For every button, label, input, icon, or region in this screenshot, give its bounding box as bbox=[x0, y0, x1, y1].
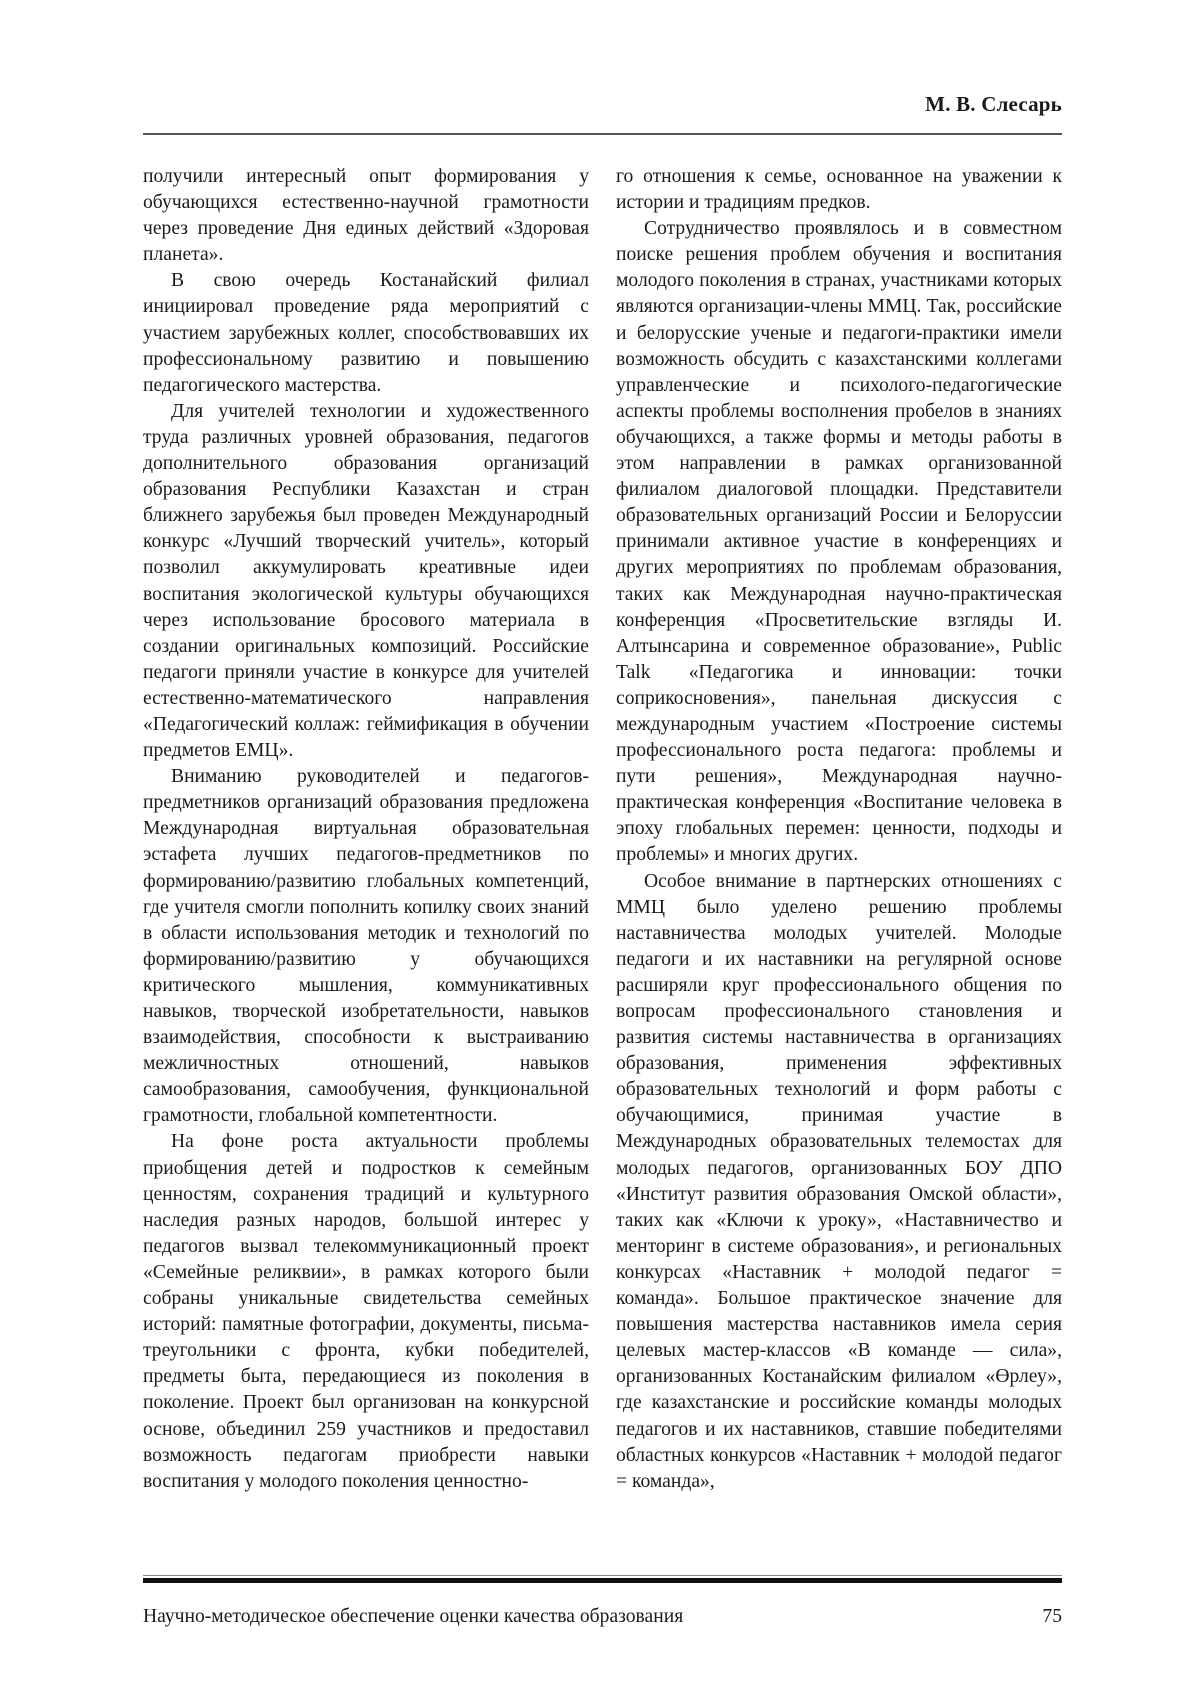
journal-title: Научно-методическое обеспечение оценки качества образования bbox=[143, 1606, 684, 1627]
paragraph: Особое внимание в партнерских отношениях с ММЦ было уделено решению проблемы наставничества молодых учителей. Молодые педагоги и их наставники на регулярной основе расширяли круг профессионального общения по вопросам профессионального становления и развития системы наставничества в организациях образования, применения эффективных образовательных технологий и форм работы с обучающимися, принимая участие в Международных образовательных телемостах для молодых педагогов, организованных БОУ ДПО «Институт развития образования Омской области», таких как «Ключи к уроку», «Наставничество и менторинг в системе образования», и региональных конкурсах «Наставник + молодой педагог = команда». Большое практическое значение для повышения мастерства наставников имела серия целевых мастер-классов «В команде — сила», организованных Костанайским филиалом «Өрлеу», где казахстанские и российские команды молодых педагогов и их наставников, ставшие победителями областных конкурсов «Наставник + молодой педагог = команда», bbox=[616, 870, 1062, 1492]
body-columns bbox=[143, 164, 1062, 1495]
left-column bbox=[143, 164, 589, 1495]
paragraph: Вниманию руководителей и педагогов-предметников организаций образования предложена Международная виртуальная образовательная эстафета лучших педагогов-предметников по формированию/развитию глобальных компетенций, где учителя смогли пополнить копилку своих знаний в области использования методик и технологий по формированию/развитию у обучающихся критического мышления, коммуникативных навыков, творческой изобретательности, навыков взаимодействия, способности к выстраиванию межличностных отношений, навыков самообразования, самообучения, функциональной грамотности, глобальной компетентности. bbox=[143, 766, 589, 1127]
header-rule bbox=[143, 133, 1062, 135]
right-column bbox=[616, 164, 1062, 1495]
footer-rule bbox=[143, 1578, 1062, 1583]
paragraph: получили интересный опыт формирования у обучающихся естественно-научной грамотности через проведение Дня единых действий «Здоровая планета». bbox=[143, 166, 589, 266]
page-footer bbox=[143, 1606, 1062, 1628]
paragraph: Сотрудничество проявлялось и в совместном поиске решения проблем обучения и воспитания молодого поколения в странах, участниками которых являются организации-члены ММЦ. Так, российские и белорусские ученые и педагоги-практики имели возможность обсудить с казахстанскими коллегами управленческие и психолого-педагогические аспекты проблемы восполнения пробелов в знаниях обучающихся, а также формы и методы работы в этом направлении в рамках организованной филиалом диалоговой площадки. Представители образовательных организаций России и Белоруссии принимали активное участие в конференциях и других мероприятиях по проблемам образования, таких как Международная научно-практическая конференция «Просветительские взгляды И. Алтынсарина и современное образование», Public Talk «Педагогика и инновации: точки соприкосновения», панельная дискуссия с международным участием «Построение системы профессионального роста педагога: проблемы и пути решения», Международная научно-практическая конференция «Воспитание человека в эпоху глобальных перемен: ценности, подходы и проблемы» и многих других. bbox=[616, 218, 1062, 866]
page-number: 75 bbox=[1042, 1606, 1062, 1627]
running-head-author: М. В. Слесарь bbox=[925, 92, 1062, 116]
paragraph: В свою очередь Костанайский филиал инициировал проведение ряда мероприятий с участием зарубежных коллег, способствовавших их профессиональному развитию и повышению педагогического мастерства. bbox=[143, 270, 589, 396]
paragraph: На фоне роста актуальности проблемы приобщения детей и подростков к семейным ценностям, сохранения традиций и культурного наследия разных народов, большой интерес у педагогов вызвал телекоммуникационный проект «Семейные реликвии», в рамках которого были собраны уникальные свидетельства семейных историй: памятные фотографии, документы, письма-треугольники с фронта, кубки победителей, предметы быта, передающиеся из поколения в поколение. Проект был организован на конкурсной основе, объединил 259 участников и предоставил возможность педагогам приобрести навыки воспитания у молодого поколения ценностно- bbox=[143, 1131, 589, 1492]
paragraph: Для учителей технологии и художественного труда различных уровней образования, педагогов дополнительного образования организаций образования Республики Казахстан и стран ближнего зарубежья был проведен Международный конкурс «Лучший творческий учитель», который позволил аккумулировать креативные идеи воспитания экологической культуры обучающихся через использование бросового материала в создании оригинальных композиций. Российские педагоги приняли участие в конкурсе для учителей естественно-математического направления «Педагогический коллаж: геймификация в обучении предметов ЕМЦ». bbox=[143, 400, 589, 762]
paragraph: го отношения к семье, основанное на уважении к истории и традициям предков. bbox=[616, 166, 1062, 214]
